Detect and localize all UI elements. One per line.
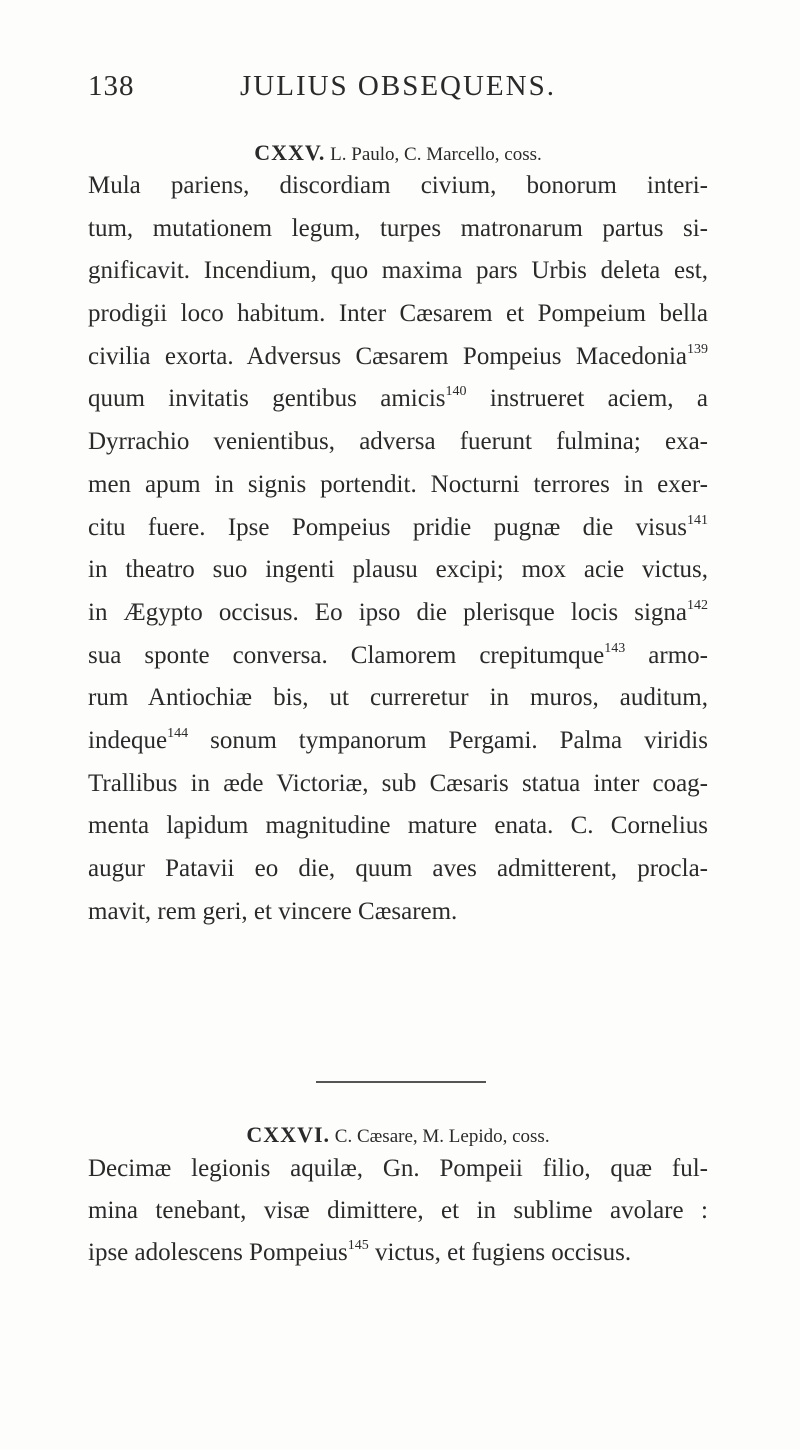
running-head [88, 70, 708, 110]
footnote-ref: 145 [347, 1238, 369, 1253]
line-text: mavit, rem geri, et vincere Cæsarem. [88, 897, 458, 925]
line-text-continued: sonum tympanorum Pergami. Palma viridis [188, 726, 708, 754]
line-text: sua sponte conversa. Clamorem crepitumque [88, 641, 605, 669]
line-text: civilia exorta. Adversus Cæsarem Pompeius Macedonia [88, 342, 687, 370]
line-text: Dyrrachio venientibus, adversa fuerunt fulmina; exa- [88, 428, 708, 456]
line-text: ipse adolescens Pompeius [88, 1239, 348, 1266]
line-text: men apum in signis portendit. Nocturni terrores in exer- [88, 470, 708, 498]
line-text: in Ægypto occisus. Eo ipso die plerisque locis signa [88, 598, 687, 626]
text-line [88, 336, 708, 379]
footnote-ref: 139 [687, 341, 708, 357]
text-line [88, 592, 708, 635]
section-heading-cxxv [88, 140, 708, 166]
text-line [88, 293, 708, 336]
footnote-ref: 141 [687, 512, 708, 528]
running-title: JULIUS OBSEQUENS. [240, 70, 556, 102]
line-text: Mula pariens, discordiam civium, bonorum interi- [88, 172, 708, 199]
text-line [88, 720, 708, 763]
text-line [88, 805, 708, 848]
page-number: 138 [88, 70, 135, 102]
section-divider [316, 1081, 486, 1083]
text-line [88, 507, 708, 550]
text-line [88, 763, 708, 806]
footnote-ref: 144 [167, 725, 189, 741]
text-line [88, 378, 708, 421]
text-line [88, 848, 708, 891]
footnote-ref: 140 [445, 384, 467, 400]
line-text: menta lapidum magnitudine mature enata. C. Cornelius [88, 812, 708, 840]
text-line [88, 208, 708, 251]
line-text-continued: armo- [625, 641, 708, 669]
line-text: gnificavit. Incendium, quo maxima pars Urbis deleta est, [88, 257, 708, 285]
section-numeral: CXXVI. [246, 1122, 331, 1147]
line-text: augur Patavii eo die, quum aves admitterent, procla- [88, 855, 708, 882]
text-line [88, 464, 708, 507]
text-line [88, 421, 708, 464]
text-line [88, 165, 708, 208]
text-line [88, 1190, 708, 1232]
text-line [88, 677, 708, 720]
text-line [88, 635, 708, 678]
text-line [88, 250, 708, 293]
line-text: mina tenebant, visæ dimittere, et in sublime avolare : [88, 1197, 708, 1224]
text-line [88, 1148, 708, 1190]
text-line [88, 891, 708, 934]
section-heading-cxxvi [88, 1122, 708, 1148]
text-line [88, 1232, 708, 1274]
consuls-line: L. Paulo, C. Marcello, coss. [330, 144, 542, 165]
line-text: Decimæ legionis aquilæ, Gn. Pompeii filio, quæ ful- [88, 1155, 708, 1182]
line-text: rum Antiochiæ bis, ut curreretur in muros, auditum, [88, 684, 708, 712]
line-text-continued: instrueret aciem, a [466, 385, 708, 413]
consuls-line: C. Cæsare, M. Lepido, coss. [334, 1126, 550, 1147]
section-body-cxxv [88, 165, 708, 933]
line-text: in theatro suo ingenti plausu excipi; mox acie victus, [88, 556, 708, 584]
line-text-continued: victus, et fugiens occisus. [368, 1239, 632, 1266]
line-text: quum invitatis gentibus amicis [88, 385, 446, 413]
line-text: citu fuere. Ipse Pompeius pridie pugnæ die visus [88, 513, 687, 541]
line-text: Trallibus in æde Victoriæ, sub Cæsaris statua inter coag- [88, 769, 708, 797]
text-line [88, 549, 708, 592]
line-text: prodigii loco habitum. Inter Cæsarem et Pompeium bella [88, 300, 708, 328]
section-numeral: CXXV. [254, 140, 326, 165]
line-text: indeque [88, 726, 168, 754]
section-body-cxxvi [88, 1148, 708, 1274]
footnote-ref: 142 [687, 597, 708, 613]
footnote-ref: 143 [604, 640, 626, 656]
line-text: tum, mutationem legum, turpes matronarum partus si- [88, 214, 708, 242]
